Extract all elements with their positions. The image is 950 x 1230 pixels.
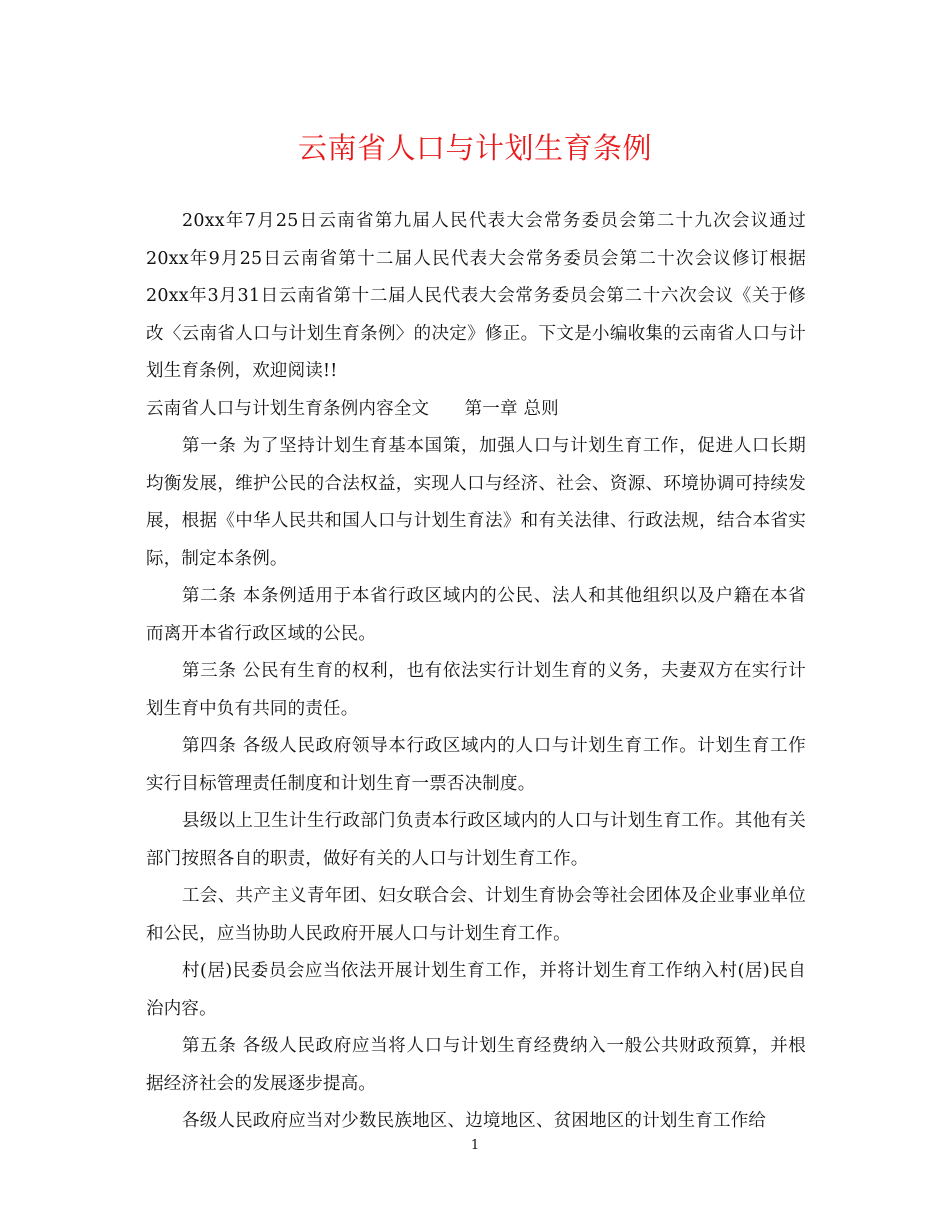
intro-paragraph: 20xx年7月25日云南省第九届人民代表大会常务委员会第二十九次会议通过20xx年9月25日云南省第十二届人民代表大会常务委员会第二十次会议修订根据20xx年3月31日云南省第十二届人民代表大会常务委员会第二十六次会议《关于修改〈云南省人口与计划生育条例〉的决定》修正。下文是小编收集的云南省人口与计划生育条例，欢迎阅读!!: [146, 211, 806, 381]
article-paragraph: 村(居)民委员会应当依法开展计划生育工作，并将计划生育工作纳入村(居)民自治内容。: [146, 961, 806, 1019]
article-paragraph: 第四条 各级人民政府领导本行政区域内的人口与计划生育工作。计划生育工作实行目标管理责任制度和计划生育一票否决制度。: [146, 736, 806, 794]
article-paragraph: 工会、共产主义青年团、妇女联合会、计划生育协会等社会团体及企业事业单位和公民，应当协助人民政府开展人口与计划生育工作。: [146, 886, 806, 944]
document-title: 云南省人口与计划生育条例: [297, 131, 652, 165]
article-paragraph: 第三条 公民有生育的权利，也有依法实行计划生育的义务，夫妻双方在实行计划生育中负有共同的责任。: [146, 661, 806, 719]
article-paragraph: 第一条 为了坚持计划生育基本国策，加强人口与计划生育工作，促进人口长期均衡发展，维护公民的合法权益，实现人口与经济、社会、资源、环境协调可持续发展，根据《中华人民共和国人口与计划生育法》和有关法律、行政法规，结合本省实际，制定本条例。: [146, 436, 806, 569]
document-body: [146, 203, 806, 1141]
chapter-heading: 云南省人口与计划生育条例内容全文 第一章 总则: [146, 398, 559, 419]
article-paragraph: 第五条 各级人民政府应当将人口与计划生育经费纳入一般公共财政预算，并根据经济社会的发展逐步提高。: [146, 1036, 806, 1094]
page-number: 1: [470, 1138, 480, 1153]
article-paragraph: 各级人民政府应当对少数民族地区、边境地区、贫困地区的计划生育工作给: [182, 1111, 767, 1131]
article-paragraph: 第二条 本条例适用于本省行政区域内的公民、法人和其他组织以及户籍在本省而离开本省行政区域的公民。: [146, 586, 806, 644]
article-paragraph: 县级以上卫生计生行政部门负责本行政区域内的人口与计划生育工作。其他有关部门按照各自的职责，做好有关的人口与计划生育工作。: [146, 811, 806, 869]
